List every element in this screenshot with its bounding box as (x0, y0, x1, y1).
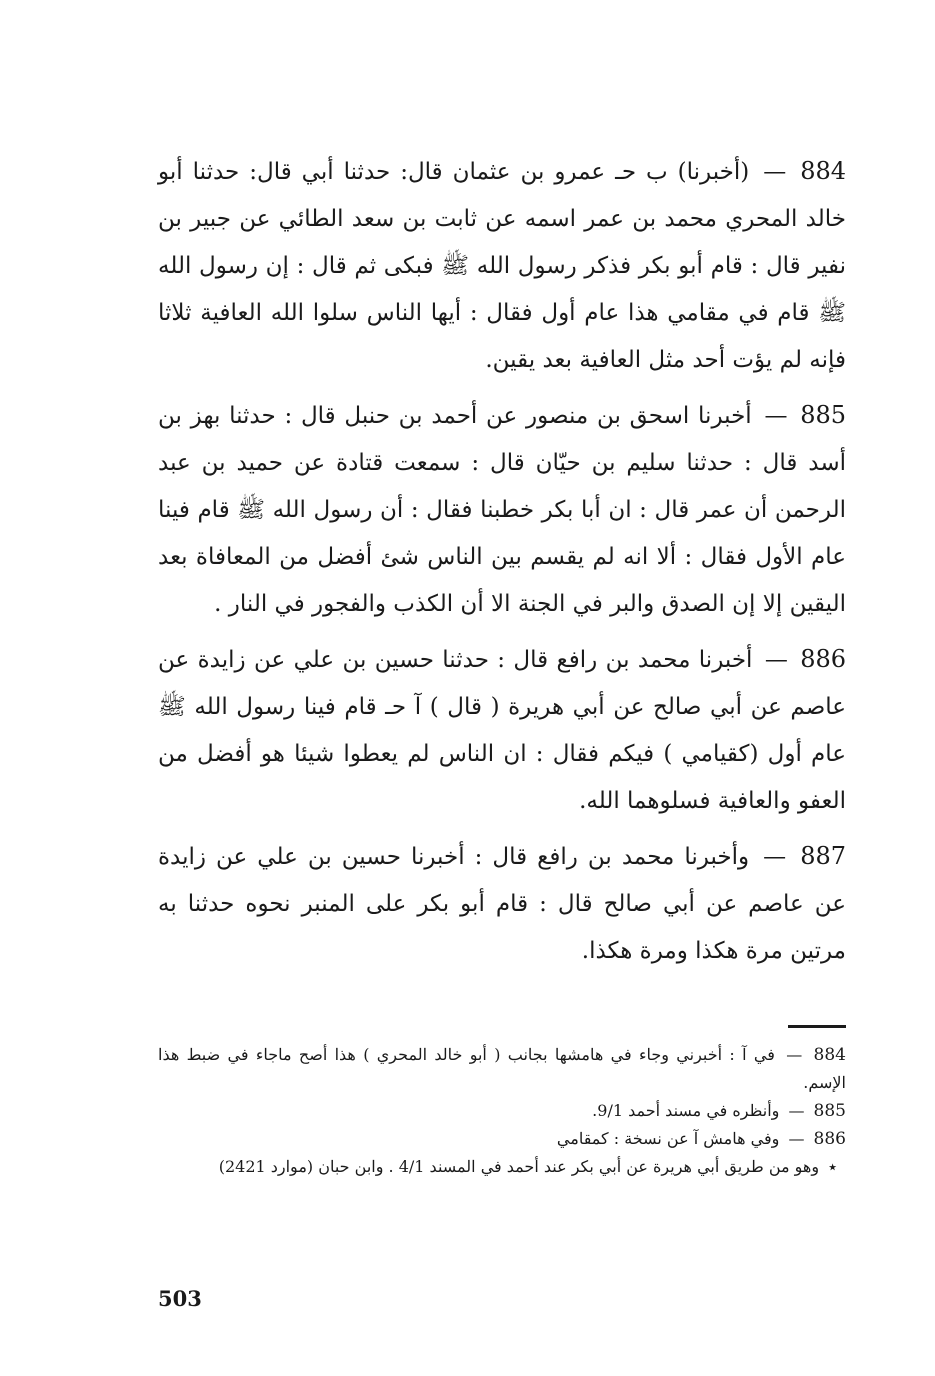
hadith-886 (158, 636, 846, 825)
hadith-dash: — (764, 647, 788, 673)
hadith-dash: — (763, 844, 787, 870)
footnote-886 (158, 1125, 846, 1153)
footnote-separator (788, 1025, 846, 1028)
footnote-dash: — (788, 1129, 805, 1148)
footnote-text: وأنظره في مسند أحمد 9/1. (592, 1101, 780, 1120)
footnote-885 (158, 1097, 846, 1125)
footnotes (158, 1041, 846, 1181)
footnote-asterisk (158, 1153, 846, 1181)
hadith-number: 885 (800, 401, 846, 429)
footnote-text: وهو من طريق أبي هريرة عن أبي بكر عند أحمد في المسند 4/1 . وابن حبان (موارد 2421) (218, 1157, 820, 1176)
footnote-884 (158, 1041, 846, 1097)
book-page (158, 148, 846, 1328)
hadith-dash: — (764, 403, 788, 429)
hadith-number: 884 (800, 157, 846, 185)
hadith-dash: — (763, 159, 787, 185)
footnote-text: في آ : أخبرني وجاء في هامشها بجانب ( أبو خالد المحري ) هذا أصح ماجاء في ضبط هذا الإسم. (158, 1045, 846, 1092)
footnote-marker: ٭ (828, 1157, 837, 1176)
footnote-number: 886 (813, 1129, 846, 1149)
footnote-number: 884 (813, 1045, 846, 1065)
hadith-text: أخبرنا اسحق بن منصور عن أحمد بن حنبل قال : حدثنا بهز بن أسد قال : حدثنا سليم بن حيّان قال : سمعت قتادة عن حميد بن عبد الرحمن أن عمر قال : ان أبا بكر خطبنا فقال : أن رسول الله ﷺ قام فينا عام الأول فقال : ألا انه لم يقسم بين الناس شئ أفضل من المعافاة بعد اليقين إلا إن الصدق والبر في الجنة الا أن الكذب والفجور في النار . (158, 403, 846, 617)
hadith-number: 886 (800, 645, 847, 673)
hadith-887 (158, 833, 846, 975)
footnote-dash: — (786, 1045, 803, 1064)
hadith-text: (أخبرنا) ب حـ عمرو بن عثمان قال: حدثنا أبي قال: حدثنا أبو خالد المحري محمد بن عمر اسمه عن ثابت بن سعد الطائي عن جبير بن نفير قال : قام أبو بكر فذكر رسول الله ﷺ فبكى ثم قال : إن رسول الله ﷺ قام في مقامي هذا عام أول فقال : أيها الناس سلوا الله العافية ثلاثا فإنه لم يؤت أحد مثل العافية بعد يقين. (158, 159, 846, 373)
hadith-884 (158, 148, 846, 384)
footnote-text: وفي هامش آ عن نسخة : كمقامي (556, 1129, 780, 1148)
footnote-dash: — (788, 1101, 805, 1120)
hadith-885 (158, 392, 846, 628)
hadith-number: 887 (800, 842, 847, 870)
hadith-text: وأخبرنا محمد بن رافع قال : أخبرنا حسين بن علي عن زايدة عن عاصم عن أبي صالح قال : قام أبو بكر على المنبر نحوه حدثنا به مرتين مرة هكذا ومرة هكذا. (158, 844, 846, 964)
footnote-number: 885 (813, 1101, 846, 1121)
page-number: 503 (158, 1286, 202, 1311)
hadith-text: أخبرنا محمد بن رافع قال : حدثنا حسين بن علي عن زايدة عن عاصم عن أبي صالح عن أبي هريرة ( قال ) آ حـ قام فينا رسول الله ﷺ عام أول (كقيامي ) فيكم فقال : ان الناس لم يعطوا شيئا هو أفضل من العفو والعافية فسلوهما الله. (158, 647, 846, 814)
